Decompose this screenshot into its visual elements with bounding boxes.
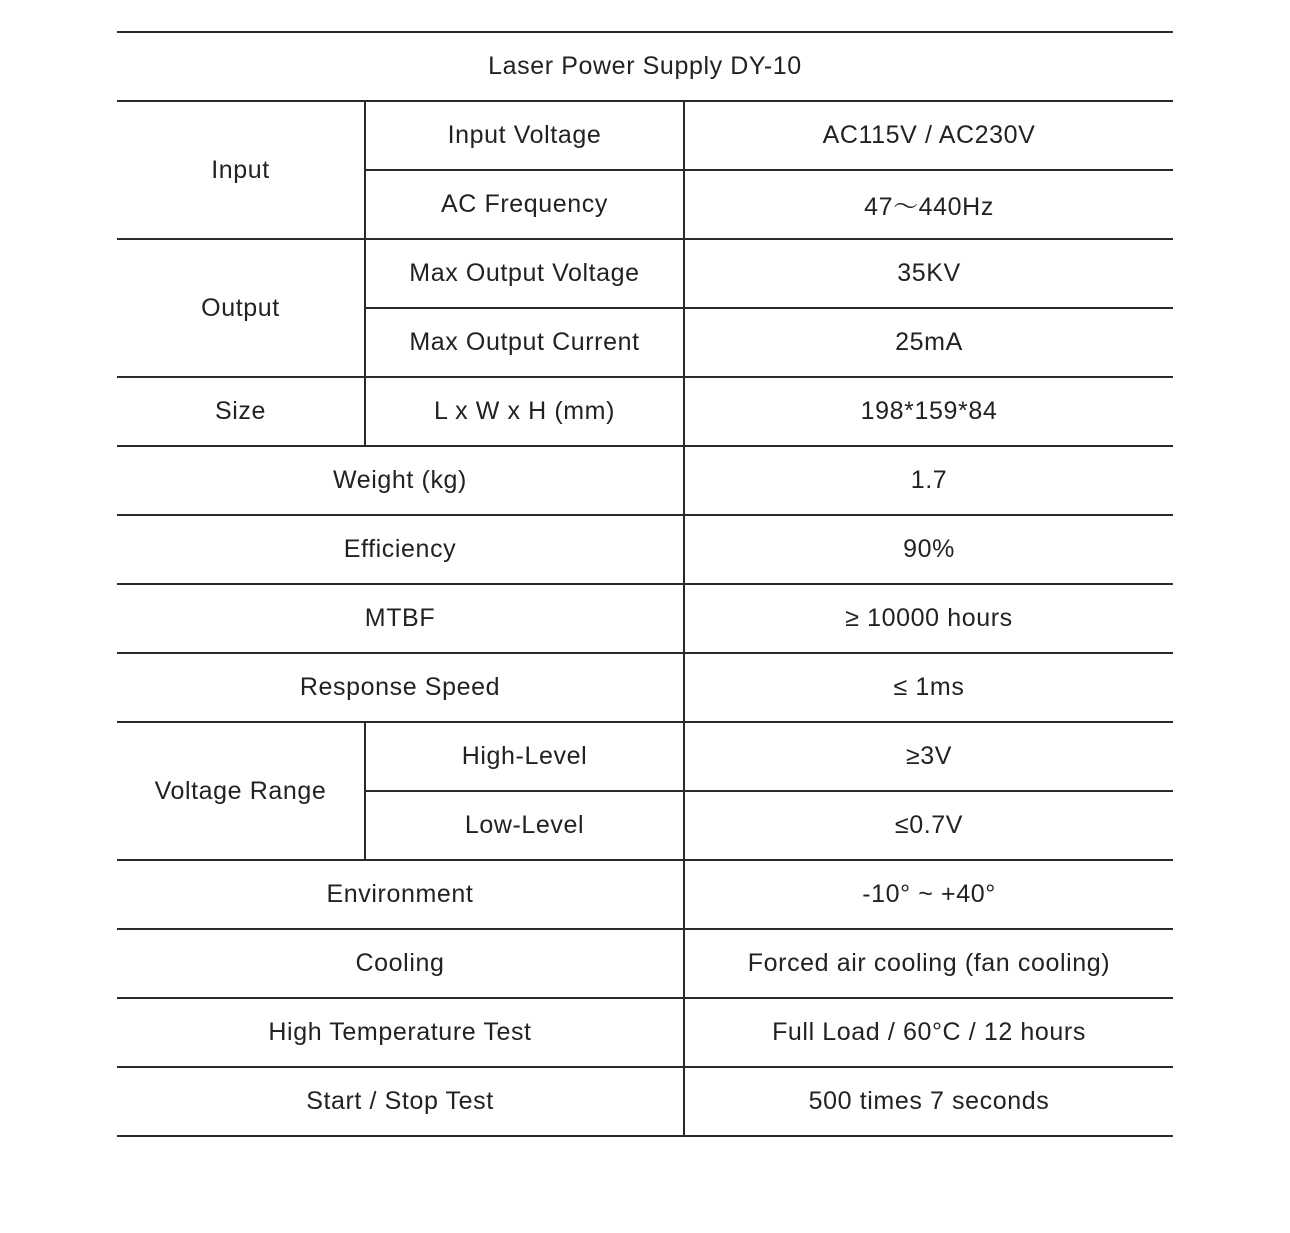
param-max-output-current: Max Output Current xyxy=(365,308,684,377)
value-cooling: Forced air cooling (fan cooling) xyxy=(684,929,1173,998)
row-label-output: Output xyxy=(117,239,365,377)
value-environment: -10° ~ +40° xyxy=(684,860,1173,929)
row-label-cooling: Cooling xyxy=(117,929,684,998)
row-label-voltage-range: Voltage Range xyxy=(117,722,365,860)
value-low-level: ≤0.7V xyxy=(684,791,1173,860)
value-start-stop-test: 500 times 7 seconds xyxy=(684,1067,1173,1136)
table-row xyxy=(117,998,1173,1067)
table-row xyxy=(117,377,1173,446)
param-size: L x W x H (mm) xyxy=(365,377,684,446)
table-row xyxy=(117,101,1173,170)
value-size: 198*159*84 xyxy=(684,377,1173,446)
table-row xyxy=(117,584,1173,653)
table-row xyxy=(117,1067,1173,1136)
row-label-size: Size xyxy=(117,377,365,446)
row-label-start-stop-test: Start / Stop Test xyxy=(117,1067,684,1136)
value-ac-frequency: 47～440Hz xyxy=(684,170,1173,239)
value-weight: 1.7 xyxy=(684,446,1173,515)
row-label-high-temperature-test: High Temperature Test xyxy=(117,998,684,1067)
param-ac-frequency: AC Frequency xyxy=(365,170,684,239)
value-high-temperature-test: Full Load / 60°C / 12 hours xyxy=(684,998,1173,1067)
table-row xyxy=(117,722,1173,791)
table-row xyxy=(117,653,1173,722)
param-max-output-voltage: Max Output Voltage xyxy=(365,239,684,308)
param-input-voltage: Input Voltage xyxy=(365,101,684,170)
value-max-output-voltage: 35KV xyxy=(684,239,1173,308)
row-label-mtbf: MTBF xyxy=(117,584,684,653)
row-label-weight: Weight (kg) xyxy=(117,446,684,515)
row-label-input: Input xyxy=(117,101,365,239)
table-row xyxy=(117,515,1173,584)
table-title: Laser Power Supply DY-10 xyxy=(117,32,1173,101)
table-row xyxy=(117,929,1173,998)
table-title-row xyxy=(117,32,1173,101)
param-high-level: High-Level xyxy=(365,722,684,791)
value-high-level: ≥3V xyxy=(684,722,1173,791)
value-input-voltage: AC115V / AC230V xyxy=(684,101,1173,170)
table-row xyxy=(117,860,1173,929)
param-low-level: Low-Level xyxy=(365,791,684,860)
value-efficiency: 90% xyxy=(684,515,1173,584)
row-label-environment: Environment xyxy=(117,860,684,929)
row-label-response-speed: Response Speed xyxy=(117,653,684,722)
table-row xyxy=(117,239,1173,308)
spec-table xyxy=(117,31,1173,1137)
value-response-speed: ≤ 1ms xyxy=(684,653,1173,722)
row-label-efficiency: Efficiency xyxy=(117,515,684,584)
value-max-output-current: 25mA xyxy=(684,308,1173,377)
value-mtbf: ≥ 10000 hours xyxy=(684,584,1173,653)
table-row xyxy=(117,446,1173,515)
